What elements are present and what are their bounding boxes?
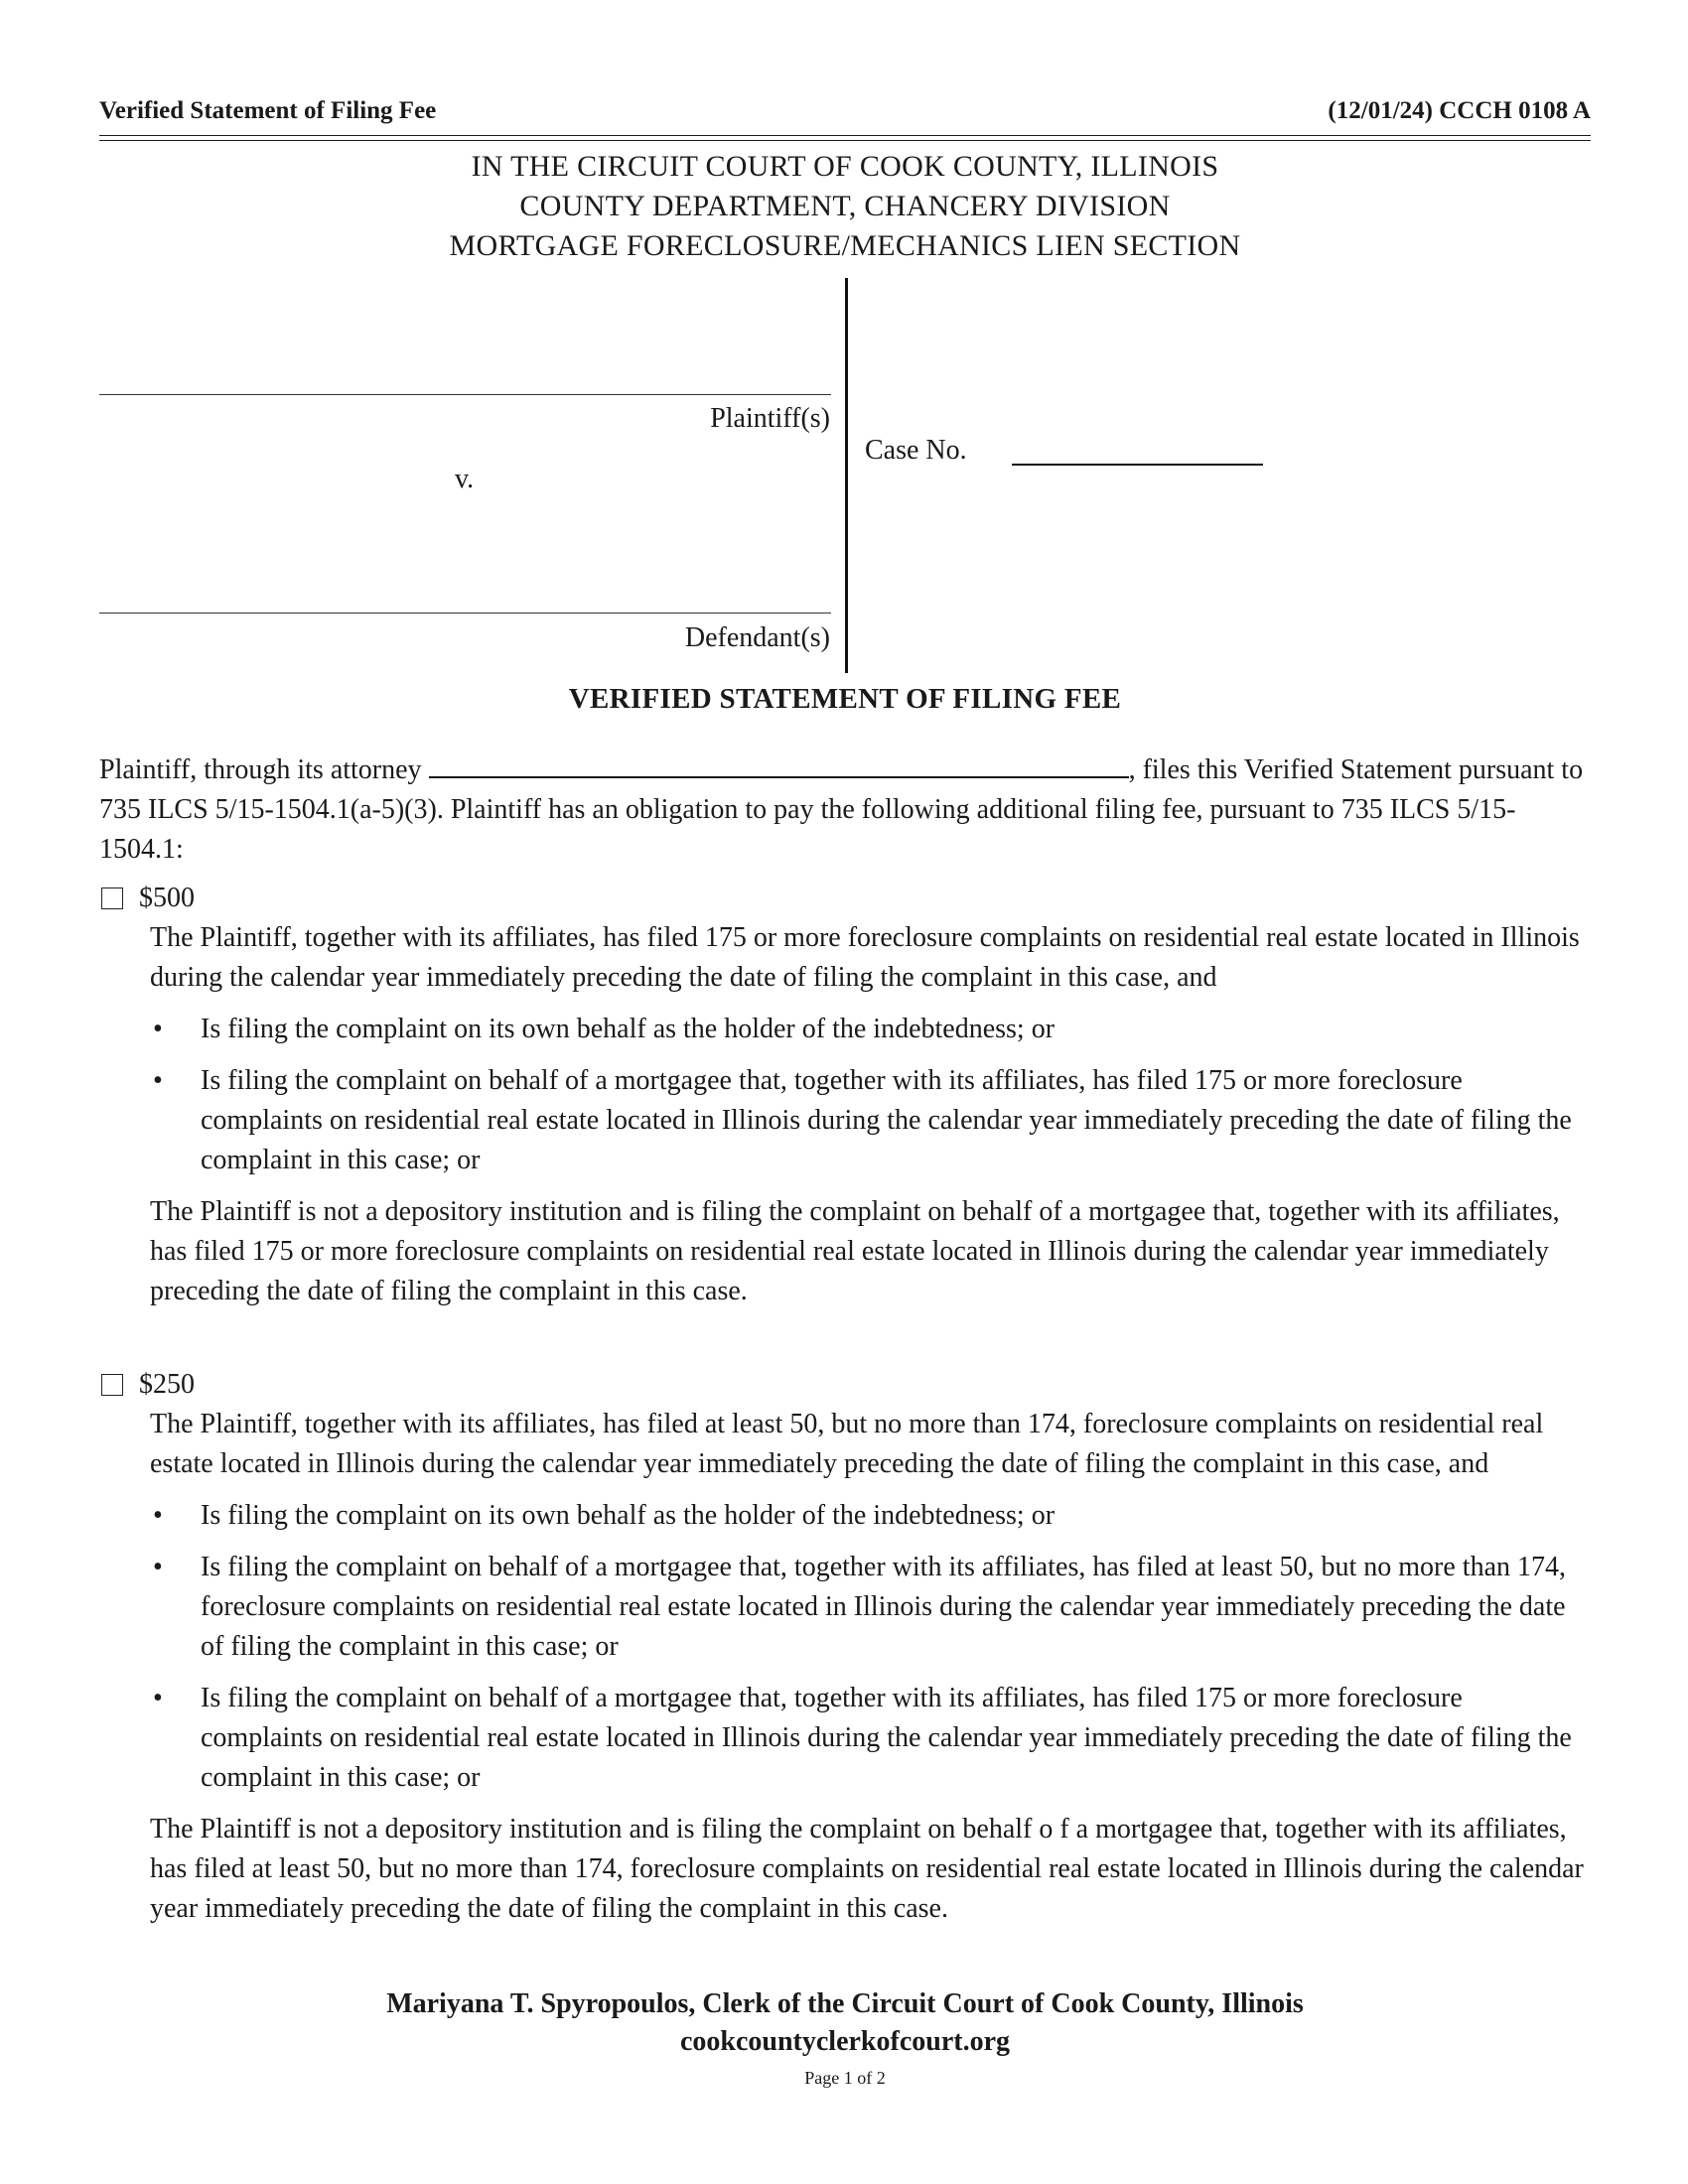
clerk-name: Mariyana T. Spyropoulos, Clerk of the Circuit Court of Cook County, Illinois: [386, 1988, 1304, 2019]
fee-condition-list: [150, 1496, 1591, 1798]
intro-text-before: Plaintiff, through its attorney: [99, 754, 429, 785]
bullet-icon: •: [153, 1552, 163, 1582]
case-caption: [99, 278, 1591, 675]
bullet-icon: •: [153, 1500, 163, 1531]
court-line-1: IN THE CIRCUIT COURT OF COOK COUNTY, ILLINOIS: [471, 150, 1219, 183]
fee-option-250: [99, 1365, 1591, 1929]
list-item: [150, 1010, 1591, 1049]
court-heading: [99, 147, 1591, 266]
case-number-label: Case No.: [865, 435, 967, 466]
fee-option-lead: The Plaintiff, together with its affiliates, has filed 175 or more foreclosure complaints on residential real estate located in Illinois during the calendar year immediately preceding the date of filing the complaint in this case, and: [150, 922, 1580, 993]
page-number: Page 1 of 2: [804, 2068, 886, 2088]
attorney-name-field[interactable]: [429, 754, 1129, 778]
fee-500-checkbox[interactable]: [101, 887, 123, 909]
form-code: (12/01/24) CCCH 0108 A: [1328, 97, 1591, 124]
defendant-label: Defendant(s): [684, 622, 830, 653]
list-item-text: Is filing the complaint on behalf of a mortgagee that, together with its affiliates, has filed at least 50, but no more than 174, foreclosure complaints on residential real estate located in Illinois during the calendar year immediately preceding the date of filing the complaint in this case; or: [201, 1552, 1567, 1662]
list-item: [150, 1548, 1591, 1667]
fee-option-closing: The Plaintiff is not a depository institution and is filing the complaint on behalf of a mortgagee that, together with its affiliates, has filed 175 or more foreclosure complaints on residential real estate located in Illinois during the calendar year immediately preceding the date of filing the complaint in this case.: [150, 1196, 1560, 1306]
bullet-icon: •: [153, 1065, 163, 1096]
plaintiff-name-field[interactable]: [99, 394, 831, 395]
caption-divider: [845, 278, 848, 673]
fee-amount: $250: [139, 1369, 195, 1400]
bullet-icon: •: [153, 1014, 163, 1044]
fee-option-500: [99, 879, 1591, 1311]
court-line-2: COUNTY DEPARTMENT, CHANCERY DIVISION: [519, 190, 1171, 222]
fee-option-closing: The Plaintiff is not a depository institution and is filing the complaint on behalf o f a mortgagee that, together with its affiliates, has filed at least 50, but no more than 174, foreclosure complaints on residential real estate located in Illinois during the calendar year immediately preceding the date of filing the complaint in this case.: [150, 1814, 1584, 1924]
list-item: [150, 1496, 1591, 1536]
fee-condition-list: [150, 1010, 1591, 1180]
fee-option-lead: The Plaintiff, together with its affiliates, has filed at least 50, but no more than 174, foreclosure complaints on residential real estate located in Illinois during the calendar year immediately preceding the date of filing the complaint in this case, and: [150, 1409, 1544, 1479]
intro-paragraph: [99, 751, 1591, 870]
fee-250-checkbox[interactable]: [101, 1374, 123, 1396]
plaintiff-label: Plaintiff(s): [710, 403, 830, 434]
versus-label: v.: [455, 464, 475, 494]
document-title: VERIFIED STATEMENT OF FILING FEE: [568, 683, 1122, 715]
defendant-name-field[interactable]: [99, 613, 831, 614]
fee-amount: $500: [139, 883, 195, 913]
form-header: [99, 97, 1591, 136]
clerk-website[interactable]: cookcountyclerkofcourt.org: [679, 2026, 1011, 2057]
list-item-text: Is filing the complaint on its own behalf as the holder of the indebtedness; or: [201, 1014, 1055, 1044]
form-name: Verified Statement of Filing Fee: [99, 97, 437, 124]
intro-text-after: , files this Verified Statement pursuant to 735 ILCS 5/15-1504.1(a-5)(3). Plaintiff has an obligation to pay the following additional filing fee, pursuant to 735 ILCS 5/15-1504.1:: [99, 754, 1584, 865]
bullet-icon: •: [153, 1683, 163, 1713]
court-line-3: MORTGAGE FORECLOSURE/MECHANICS LIEN SECTION: [449, 229, 1241, 262]
list-item-text: Is filing the complaint on behalf of a mortgagee that, together with its affiliates, has filed 175 or more foreclosure complaints on residential real estate located in Illinois during the calendar year immediately preceding the date of filing the complaint in this case; or: [201, 1065, 1572, 1175]
clerk-footer: [99, 1985, 1591, 2061]
list-item-text: Is filing the complaint on its own behalf as the holder of the indebtedness; or: [201, 1500, 1055, 1531]
list-item: [150, 1061, 1591, 1180]
list-item: [150, 1679, 1591, 1798]
list-item-text: Is filing the complaint on behalf of a mortgagee that, together with its affiliates, has filed 175 or more foreclosure complaints on residential real estate located in Illinois during the calendar year immediately preceding the date of filing the complaint in this case; or: [201, 1683, 1572, 1793]
case-number-field[interactable]: [1012, 464, 1263, 466]
